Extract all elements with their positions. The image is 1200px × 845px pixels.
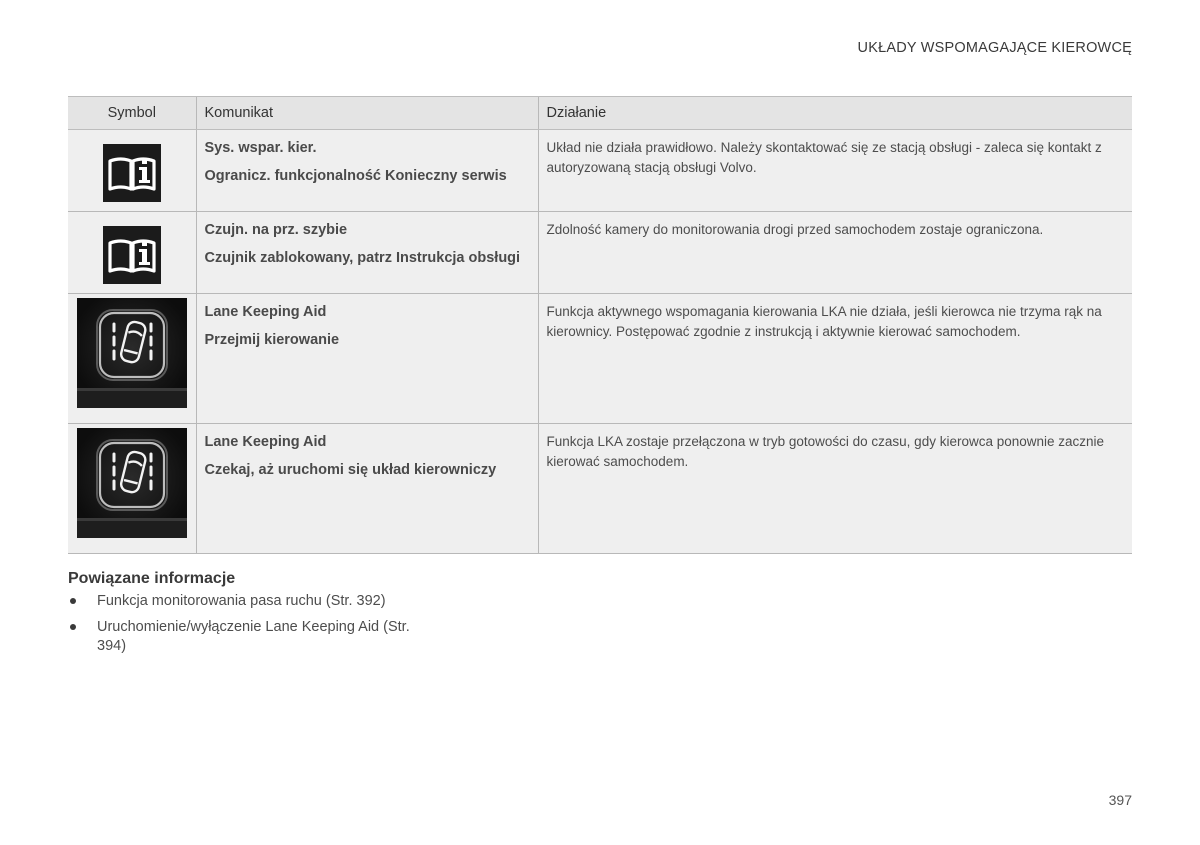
bullet-icon	[70, 598, 76, 604]
symbol-cell	[68, 424, 196, 554]
related-info-list	[68, 592, 428, 663]
message-title: Czujn. na prz. szybie	[204, 222, 348, 238]
related-link-text: Funkcja monitorowania pasa ruchu (Str. 392)	[97, 593, 386, 609]
table-row	[68, 294, 1132, 424]
message-detail: Ogranicz. funkcjonalność Konieczny serwis	[204, 168, 507, 184]
column-header-message: Komunikat	[196, 97, 538, 130]
message-cell	[196, 130, 538, 212]
message-title: Lane Keeping Aid	[204, 304, 327, 320]
column-header-symbol: Symbol	[68, 97, 196, 130]
message-table	[68, 96, 1132, 554]
related-link[interactable]	[68, 618, 428, 656]
related-info-heading: Powiązane informacje	[68, 570, 236, 587]
action-cell	[538, 424, 1132, 554]
table-row	[68, 130, 1132, 212]
symbol-cell	[68, 294, 196, 424]
message-cell	[196, 424, 538, 554]
lane-keeping-aid-icon	[77, 298, 187, 408]
table-row	[68, 212, 1132, 294]
bullet-icon	[70, 624, 76, 630]
message-title: Lane Keeping Aid	[204, 434, 327, 450]
table-row	[68, 424, 1132, 554]
related-link-text: Uruchomienie/wyłączenie Lane Keeping Aid (Str. 394)	[97, 619, 410, 654]
symbol-cell	[68, 130, 196, 212]
lane-keeping-aid-icon	[77, 428, 187, 538]
message-cell	[196, 212, 538, 294]
action-cell	[538, 294, 1132, 424]
action-cell	[538, 212, 1132, 294]
message-detail: Przejmij kierowanie	[204, 332, 340, 348]
table-header-row	[68, 97, 1132, 130]
page-number: 397	[1108, 792, 1132, 808]
action-text: Zdolność kamery do monitorowania drogi przed samochodem zostaje ograniczona.	[546, 222, 1044, 237]
action-text: Funkcja LKA zostaje przełączona w tryb gotowości do czasu, gdy kierowca ponownie zacznie kierować samochodem.	[546, 434, 1105, 469]
related-link[interactable]	[68, 592, 428, 611]
message-title: Sys. wspar. kier.	[204, 140, 317, 156]
action-cell	[538, 130, 1132, 212]
message-cell	[196, 294, 538, 424]
action-text: Układ nie działa prawidłowo. Należy skontaktować się ze stacją obsługi - zaleca się kontakt z autoryzowaną stacją obsługi Volvo.	[546, 140, 1102, 175]
message-detail: Czujnik zablokowany, patrz Instrukcja obsługi	[204, 250, 521, 266]
action-text: Funkcja aktywnego wspomagania kierowania LKA nie działa, jeśli kierowca nie trzyma rąk na kierownicy. Postępować zgodnie z instrukcją i aktywnie kierować samochodem.	[546, 304, 1102, 339]
message-detail: Czekaj, aż uruchomi się układ kierowniczy	[204, 462, 497, 478]
symbol-cell	[68, 212, 196, 294]
owner-manual-book-icon	[103, 144, 161, 202]
owner-manual-book-icon	[103, 226, 161, 284]
column-header-action: Działanie	[538, 97, 1132, 130]
page-header-title: UKŁADY WSPOMAGAJĄCE KIEROWCĘ	[857, 40, 1132, 56]
